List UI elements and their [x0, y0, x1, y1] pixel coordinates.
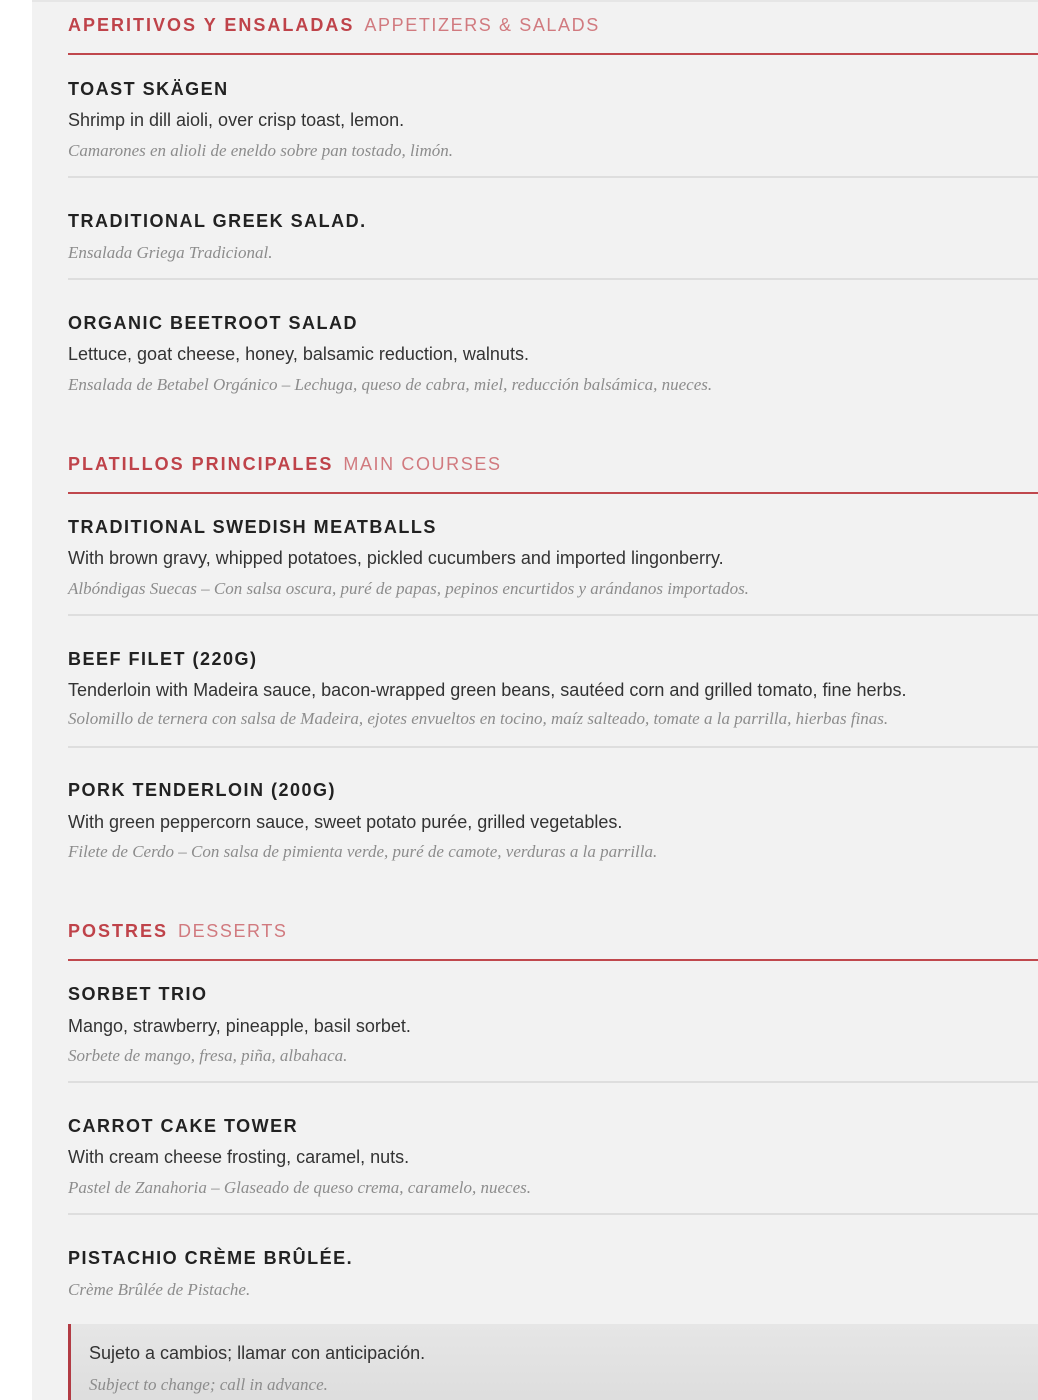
item-name: PORK TENDERLOIN (200G)	[68, 780, 337, 800]
item-name: PISTACHIO CRÈME BRÛLÉE.	[68, 1248, 354, 1268]
item-description: Tenderloin with Madeira sauce, bacon-wrapped green beans, sautéed corn and grilled tomato, fine herbs.	[68, 680, 907, 700]
item-name: TRADITIONAL SWEDISH MEATBALLS	[68, 517, 437, 537]
item-name: CARROT CAKE TOWER	[68, 1116, 299, 1136]
section-main-courses	[68, 441, 1038, 494]
section-header	[68, 908, 1038, 961]
menu-item-sorbet-trio	[68, 981, 1038, 1083]
item-description-es: Albóndigas Suecas – Con salsa oscura, puré de papas, pepinos encurtidos y arándanos importados.	[68, 579, 749, 598]
section-title-es: PLATILLOS PRINCIPALES	[68, 454, 334, 474]
menu-item-toast-skagen	[68, 76, 1038, 178]
section-appetizers	[68, 2, 1038, 55]
menu-item-swedish-meatballs	[68, 514, 1038, 616]
notice-text-es: Sujeto a cambios; llamar con anticipación.	[89, 1343, 426, 1363]
item-description-es: Camarones en alioli de eneldo sobre pan tostado, limón.	[68, 141, 453, 160]
menu-page	[32, 0, 1038, 1400]
menu-item-creme-brulee	[68, 1245, 1038, 1315]
menu-item-beetroot-salad	[68, 310, 1038, 410]
menu-item-beef-filet	[68, 646, 1038, 748]
menu-item-pork-tenderloin	[68, 777, 1038, 877]
item-name: SORBET TRIO	[68, 984, 208, 1004]
item-description-es: Ensalada Griega Tradicional.	[68, 243, 273, 262]
item-description: Shrimp in dill aioli, over crisp toast, lemon.	[68, 110, 405, 130]
item-name: ORGANIC BEETROOT SALAD	[68, 313, 359, 333]
item-description-es: Crème Brûlée de Pistache.	[68, 1280, 251, 1299]
item-description-es: Sorbete de mango, fresa, piña, albahaca.	[68, 1046, 348, 1065]
menu-item-greek-salad	[68, 208, 1038, 280]
section-title-es: POSTRES	[68, 921, 169, 941]
section-title-es: APERITIVOS Y ENSALADAS	[68, 15, 355, 35]
item-description-es: Solomillo de ternera con salsa de Madeira, ejotes envueltos en tocino, maíz salteado, tomate a la parrilla, hierbas finas.	[68, 709, 889, 728]
item-description-es: Pastel de Zanahoria – Glaseado de queso crema, caramelo, nueces.	[68, 1178, 532, 1197]
section-title-en: DESSERTS	[178, 921, 288, 941]
item-name: TRADITIONAL GREEK SALAD.	[68, 211, 367, 231]
item-description: With green peppercorn sauce, sweet potato purée, grilled vegetables.	[68, 812, 623, 832]
notice-box	[68, 1324, 1038, 1400]
item-description: Lettuce, goat cheese, honey, balsamic reduction, walnuts.	[68, 344, 529, 364]
section-header	[68, 2, 1038, 55]
item-description-es: Filete de Cerdo – Con salsa de pimienta verde, puré de camote, verduras a la parrilla.	[68, 842, 658, 861]
item-description: Mango, strawberry, pineapple, basil sorbet.	[68, 1016, 411, 1036]
section-title-en: APPETIZERS & SALADS	[364, 15, 600, 35]
item-name: TOAST SKÄGEN	[68, 79, 229, 99]
item-description: With cream cheese frosting, caramel, nuts.	[68, 1147, 410, 1167]
section-title-en: MAIN COURSES	[343, 454, 502, 474]
section-header	[68, 441, 1038, 494]
item-name: BEEF FILET (220G)	[68, 649, 258, 669]
menu-item-carrot-cake	[68, 1113, 1038, 1215]
item-description: With brown gravy, whipped potatoes, pickled cucumbers and imported lingonberry.	[68, 548, 724, 568]
item-description-es: Ensalada de Betabel Orgánico – Lechuga, queso de cabra, miel, reducción balsámica, nueces.	[68, 375, 713, 394]
section-desserts	[68, 908, 1038, 961]
notice-text-en: Subject to change; call in advance.	[89, 1375, 328, 1394]
